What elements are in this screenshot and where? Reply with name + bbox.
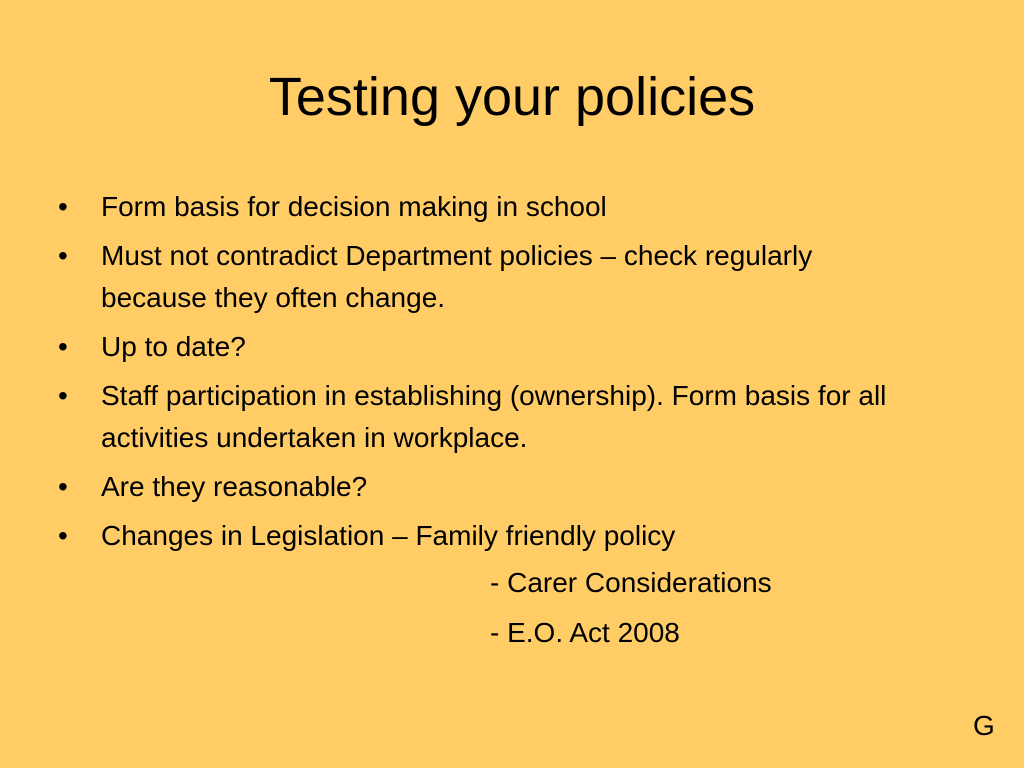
bullet-list [58,186,918,564]
sub-item-carer-considerations: - Carer Considerations [490,567,772,598]
corner-label: G [973,710,995,741]
bullet-item [58,375,918,459]
bullet-text: Up to date? [101,331,246,362]
bullet-text: Changes in Legislation – Family friendly policy [101,520,676,551]
bullet-icon: • [58,520,68,551]
bullet-icon: • [58,331,68,362]
bullet-icon: • [58,471,68,502]
slide-title: Testing your policies [268,67,756,127]
bullet-icon: • [58,240,68,271]
bullet-icon: • [58,380,68,411]
sub-item-eo-act: - E.O. Act 2008 [490,617,680,648]
bullet-item [58,186,918,228]
bullet-text: Form basis for decision making in school [101,191,607,222]
bullet-item [58,515,918,557]
bullet-text: Staff participation in establishing (ownership). Form basis for all activities undertaken in workplace. [101,380,887,453]
bullet-text: Are they reasonable? [101,471,368,502]
bullet-item [58,326,918,368]
bullet-text: Must not contradict Department policies – check regularly because they often change. [101,240,813,313]
bullet-item [58,235,918,319]
bullet-item [58,466,918,508]
bullet-icon: • [58,191,68,222]
